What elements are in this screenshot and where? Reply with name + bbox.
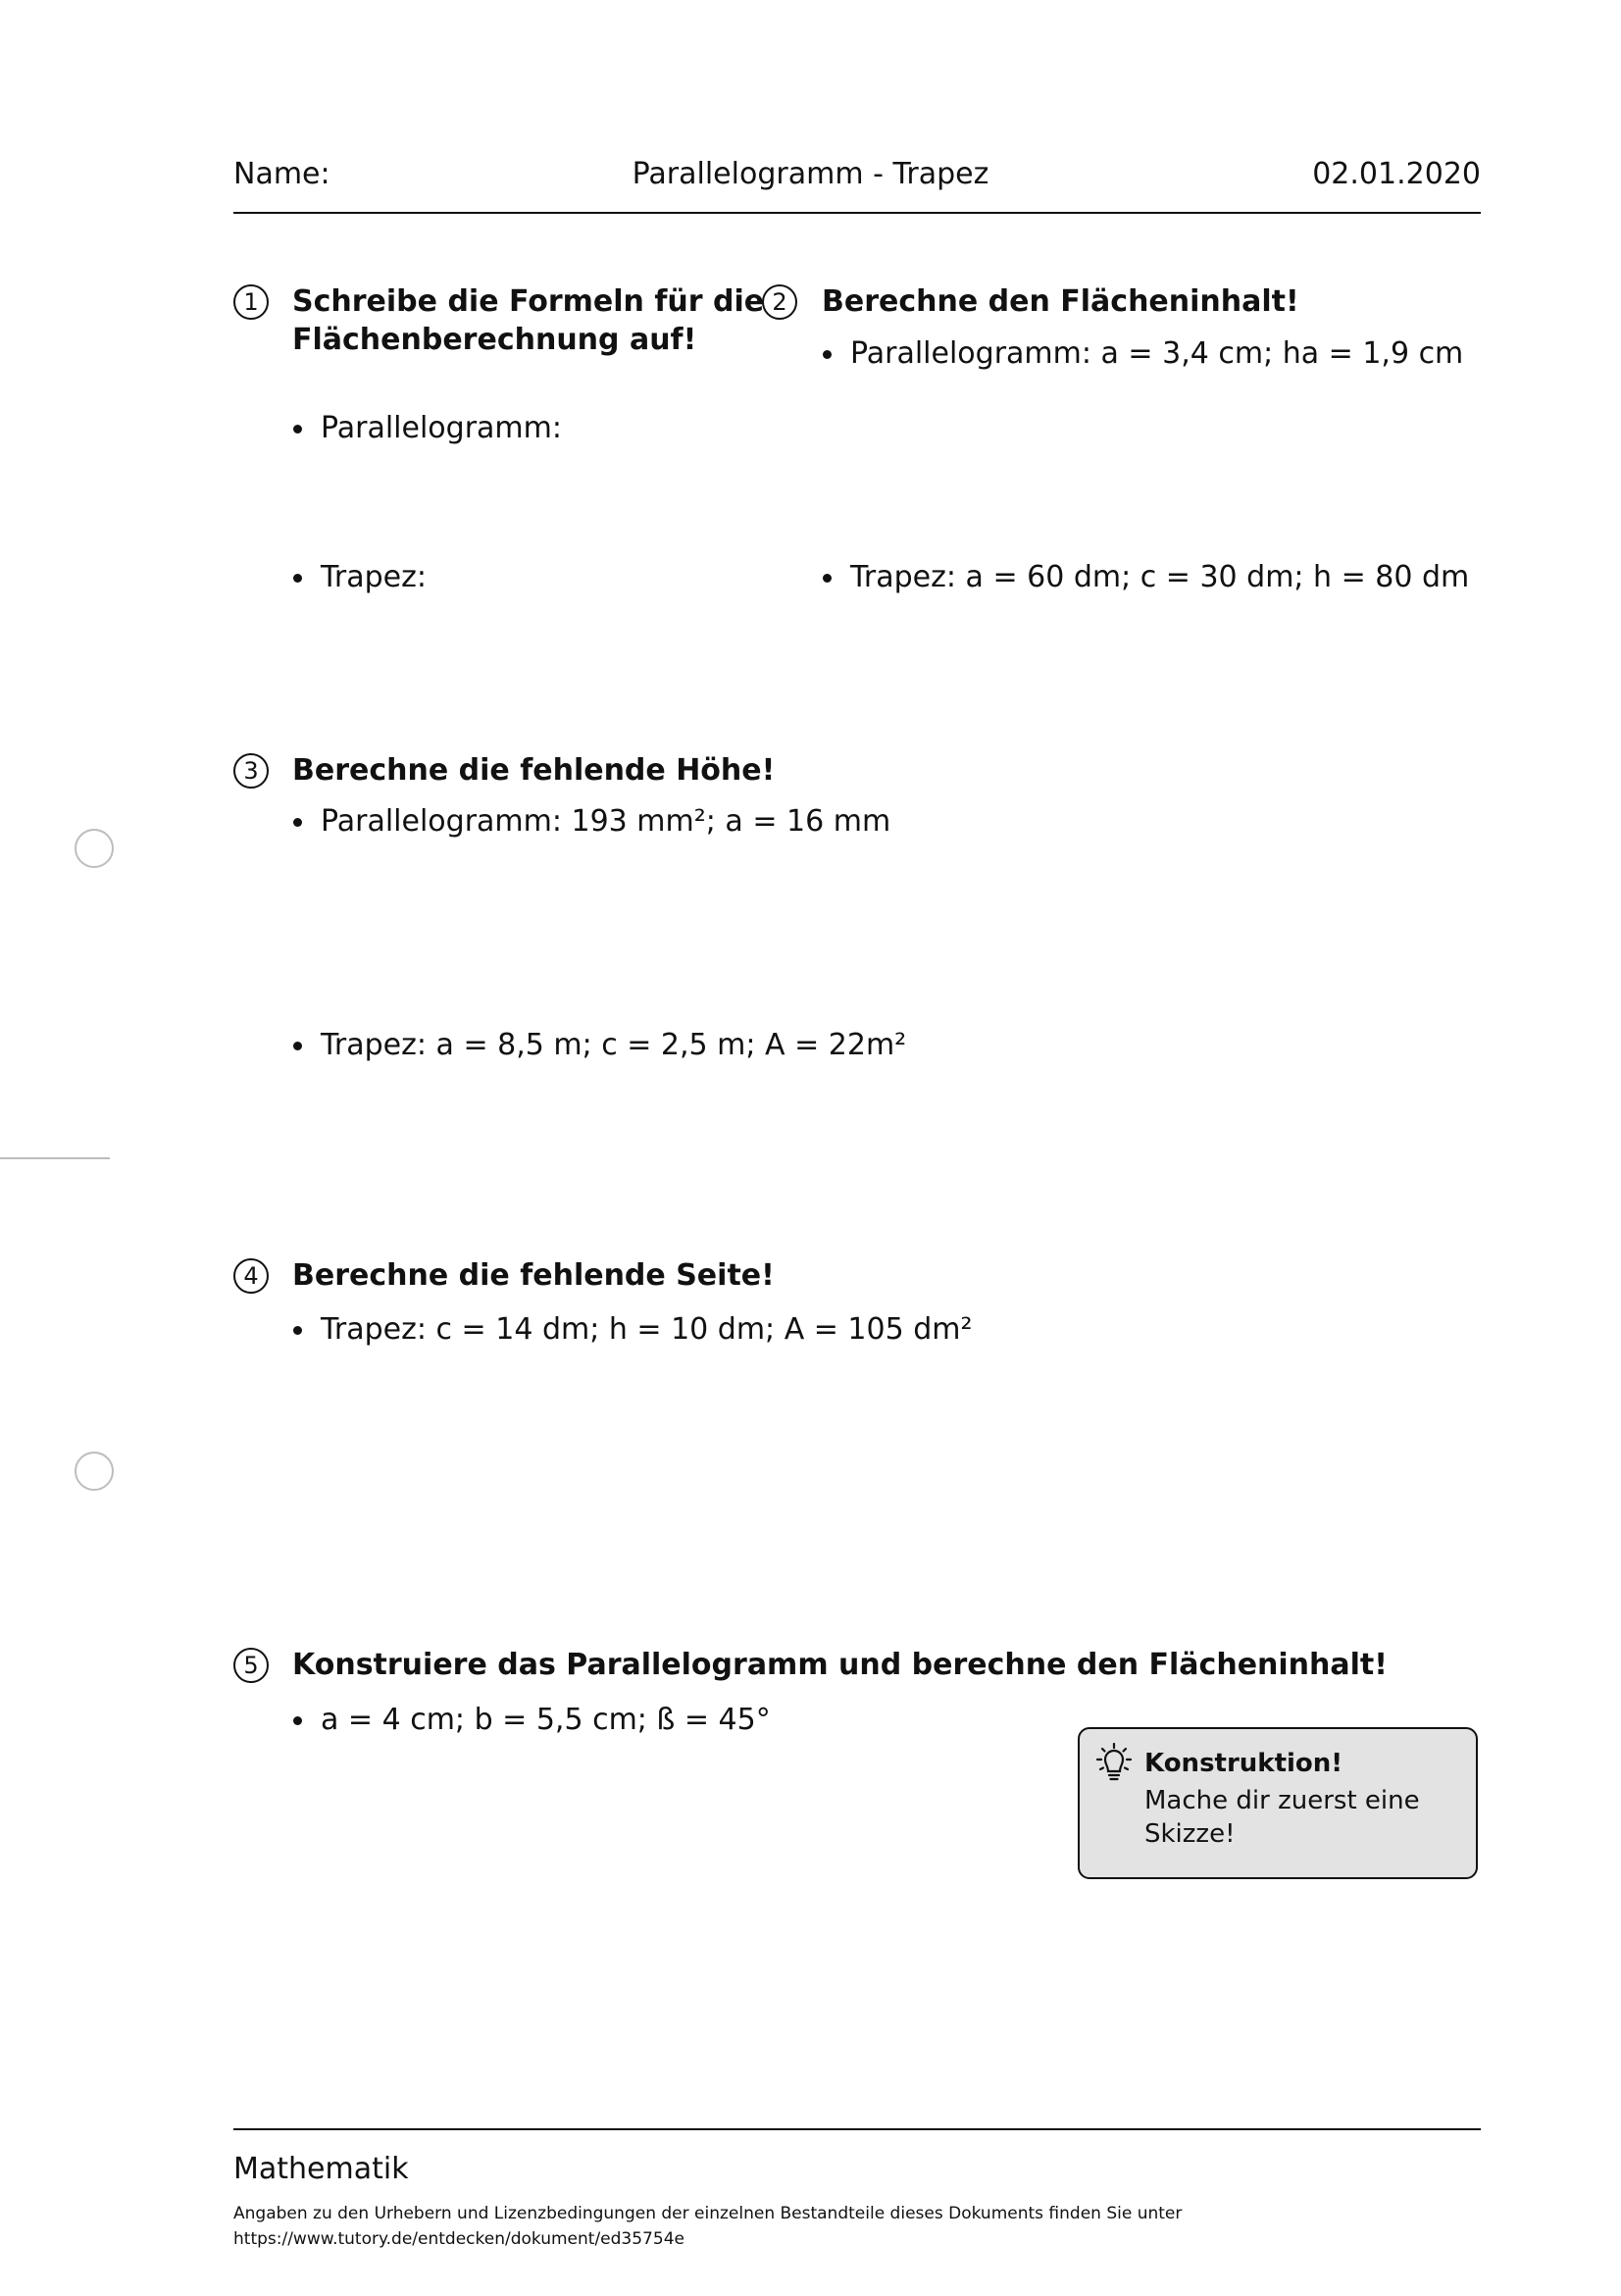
- footer-divider: [233, 2128, 1481, 2130]
- task-number-4: 4: [233, 1258, 269, 1294]
- task-5-item-values: a = 4 cm; b = 5,5 cm; ß = 45°: [321, 1701, 771, 1740]
- page-title: Parallelogramm - Trapez: [632, 157, 989, 191]
- fold-mark: [0, 1157, 110, 1159]
- task-4-item-trapez: Trapez: c = 14 dm; h = 10 dm; A = 105 dm²: [321, 1310, 973, 1350]
- footer-license-notice: [233, 2201, 1312, 2252]
- footer-notice-url[interactable]: https://www.tutory.de/entdecken/dokument/ed35754e: [233, 2229, 684, 2249]
- task-1-title-line1: Schreibe die Formeln für die: [292, 284, 765, 319]
- task-3-item-trapez: Trapez: a = 8,5 m; c = 2,5 m; A = 22m²: [321, 1026, 906, 1065]
- task-4-title: Berechne die fehlende Seite!: [292, 1258, 775, 1293]
- punch-hole-top: [75, 829, 114, 868]
- task-1-item-parallelogramm: Parallelogramm:: [321, 409, 562, 448]
- task-5-title: Konstruiere das Parallelogramm und berechne den Flächeninhalt!: [292, 1648, 1388, 1682]
- task-1-title-line2: Flächenberechnung auf!: [292, 323, 697, 357]
- task-3-title: Berechne die fehlende Höhe!: [292, 753, 776, 788]
- name-label: Name:: [233, 157, 330, 191]
- task-2-title: Berechne den Flächeninhalt!: [822, 284, 1299, 319]
- task-1-item-trapez: Trapez:: [321, 558, 427, 597]
- document-date: 02.01.2020: [1312, 157, 1481, 191]
- task-number-5: 5: [233, 1648, 269, 1683]
- task-2-item-parallelogramm: Parallelogramm: a = 3,4 cm; ha = 1,9 cm: [850, 334, 1463, 374]
- hint-text: Mache dir zuerst eine Skizze!: [1144, 1786, 1420, 1849]
- task-number-1: 1: [233, 284, 269, 320]
- hint-title: Konstruktion!: [1144, 1749, 1343, 1778]
- task-number-2: 2: [762, 284, 797, 320]
- footer-subject: Mathematik: [233, 2152, 409, 2186]
- lightbulb-icon: [1095, 1743, 1133, 1784]
- task-number-3: 3: [233, 753, 269, 789]
- header-divider: [233, 212, 1481, 214]
- task-3-item-parallelogramm: Parallelogramm: 193 mm²; a = 16 mm: [321, 802, 890, 842]
- hint-box: [1078, 1727, 1478, 1879]
- task-2-item-trapez: Trapez: a = 60 dm; c = 30 dm; h = 80 dm: [850, 558, 1469, 597]
- punch-hole-bottom: [75, 1452, 114, 1491]
- footer-notice-line1: Angaben zu den Urhebern und Lizenzbedingungen der einzelnen Bestandteile dieses Dokuments finden Sie unter: [233, 2204, 1183, 2223]
